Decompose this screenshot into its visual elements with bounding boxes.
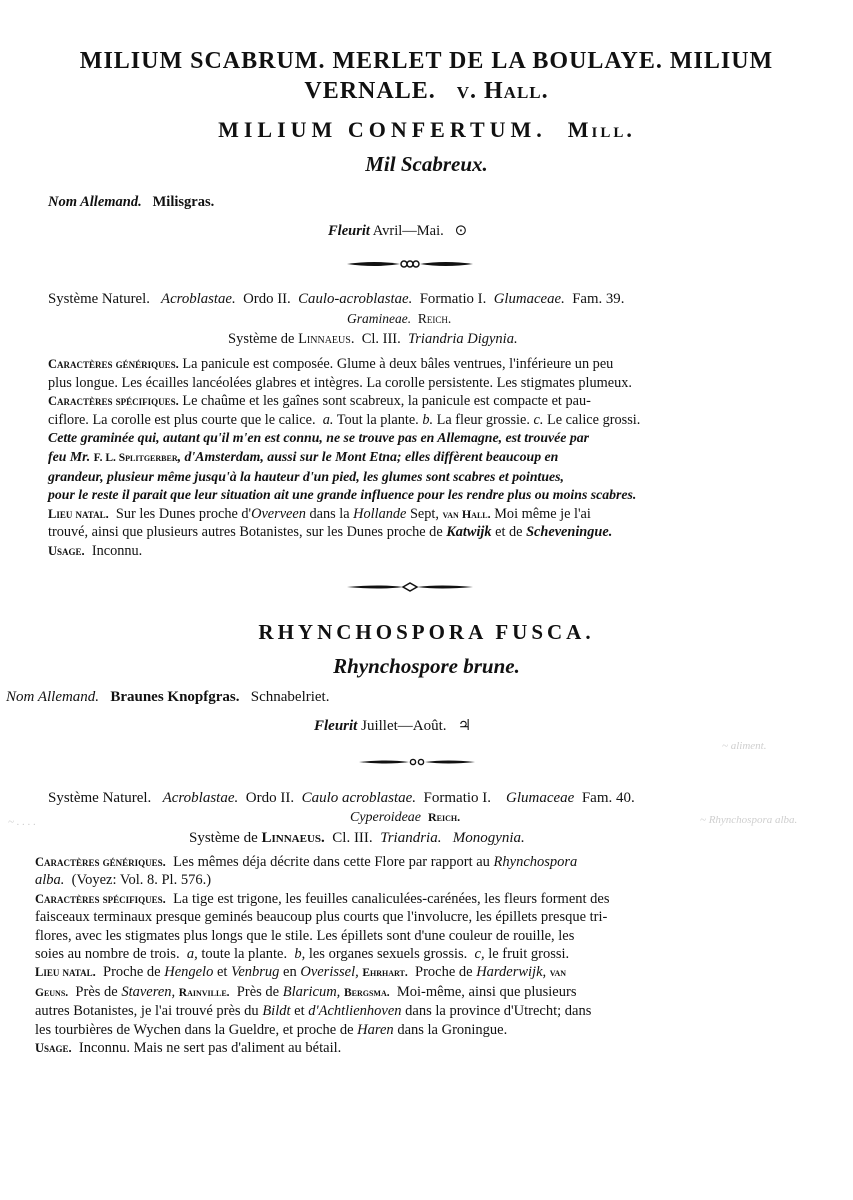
entry1-italic-line3: grandeur, plusieur même jusqu'à la hauteur d'un pied, les glumes sont scabres et pointues, — [48, 468, 564, 484]
jupiter-symbol-icon: ♃ — [457, 716, 472, 734]
entry2-fleurit: Fleurit Juillet—Août. ♃ — [314, 716, 472, 734]
entry2-systeme-naturel: Système Naturel. Acroblastae. Ordo II. Caulo acroblastae. Formatio I. Glumaceae Fam. 40. — [48, 790, 635, 806]
ornament-divider-2 — [345, 582, 475, 592]
entry2-usage-line: Usage. Inconnu. Mais ne sert pas d'aliment au bétail. — [35, 1040, 342, 1057]
entry1-italic-line1: Cette graminée qui, autant qu'il m'en est connu, ne se trouve pas en Allemagne, est trouvée par — [48, 430, 590, 446]
entry2-description — [35, 853, 818, 1057]
sun-symbol-icon: ⊙ — [454, 221, 468, 239]
entry2-lieu-line4: les tourbières de Wychen dans la Gueldre, et proche de Haren dans la Groningue. — [35, 1021, 508, 1038]
entry1-lieu-line1: Lieu natal. Sur les Dunes proche d'Overveen dans la Hollande Sept, van Hall. Moi même je l'ai — [48, 505, 591, 522]
entry2-spec-line1: Caractères spécifiques. La tige est trigone, les feuilles canaliculées-carénées, les fleurs forment des — [35, 890, 610, 907]
entry1-description — [48, 355, 818, 561]
entry2-title: RHYNCHOSPORA FUSCA. — [258, 620, 595, 644]
entry2-gen-line1: Caractères génériques. Les mêmes déja décrite dans cette Flore par rapport au Rhynchospora — [35, 854, 578, 870]
entry2-lieu-line1: Lieu natal. Proche de Hengelo et Venbrug en Overissel, Ehrhart. Proche de Harderwijk, van — [35, 964, 567, 981]
entry2-systeme-naturel-2: Cyperoideae Reich. — [350, 810, 461, 825]
entry1-systeme-linnaeus: Système de Linnaeus. Cl. III. Triandria Digynia. — [228, 331, 518, 347]
entry1-title-line3: MILIUM CONFERTUM. Mill. — [218, 117, 635, 142]
entry1-lieu-line2: trouvé, ainsi que plusieurs autres Botanistes, sur les Dunes proche de Katwijk et de Scheveningue. — [48, 524, 613, 541]
entry1-systeme-naturel: Système Naturel. Acroblastae. Ordo II. Caulo-acroblastae. Formatio I. Glumaceae. Fam. 39. — [48, 291, 625, 307]
ornament-divider-1 — [345, 259, 475, 269]
entry1-gen-line2: plus longue. Les écailles lancéolées glabres et intègres. La corolle persistente. Les stigmates plumeux. — [48, 374, 632, 391]
entry2-spec-line4: soies au nombre de trois. a, toute la plante. b, les organes sexuels grossis. c, le fruit grossi. — [35, 946, 570, 963]
bleed-through-text-1: ~ aliment. — [722, 740, 767, 752]
entry2-systeme-linnaeus: Système de Linnaeus. Cl. III. Triandria. Monogynia. — [189, 830, 525, 846]
entry1-subtitle: Mil Scabreux. — [365, 152, 488, 176]
entry1-fleurit: Fleurit Avril—Mai. ⊙ — [328, 221, 468, 239]
entry1-title-line1: MILIUM SCABRUM. MERLET DE LA BOULAYE. MILIUM — [79, 48, 774, 74]
entry1-spec-line2: ciflore. La corolle est plus courte que le calice. a. Tout la plante. b. La fleur grossie. c. Le calice grossi. — [48, 411, 641, 428]
entry1-nom-allemand: Nom Allemand. Milisgras. — [48, 194, 215, 210]
entry1-systeme-naturel-2: Gramineae. Reich. — [347, 311, 452, 326]
entry2-lieu-line2: Geuns. Près de Staveren, Rainville. Près de Blaricum, Bergsma. Moi-même, ainsi que plusieurs — [35, 983, 577, 1000]
entry2-nom-allemand: Nom Allemand. Braunes Knopfgras. Schnabelriet. — [6, 689, 330, 705]
entry1-gen-line1: Caractères génériques. La panicule est composée. Glume à deux bâles ventrues, l'inférieure un peu — [48, 356, 614, 372]
bleed-through-text-3: ~ . . . . — [8, 816, 36, 828]
entry2-subtitle: Rhynchospore brune. — [333, 654, 520, 678]
ornament-divider-3 — [357, 757, 477, 767]
entry2-lieu-line3: autres Botanistes, je l'ai trouvé près du Bildt et d'Achtlienhoven dans la province d'Utrecht; dans — [35, 1003, 592, 1020]
bleed-through-text-2: ~ Rhynchospora alba. — [700, 814, 798, 826]
entry1-italic-line2: feu Mr. F. L. Splitgerber, d'Amsterdam, aussi sur le Mont Etna; elles diffèrent beaucoup en — [48, 448, 559, 464]
entry1-spec-line1: Caractères spécifiques. Le chaûme et les gaînes sont scabreux, la panicule est compacte et pau- — [48, 393, 591, 410]
entry1-usage-line: Usage. Inconnu. — [48, 542, 143, 559]
entry2-spec-line3: flores, avec les stigmates plus longs que le stile. Les épillets sont d'une couleur de rouille, les — [35, 927, 575, 944]
entry1-italic-line4: pour le reste il parait que leur situation ait une grande influence pour les rendre plus ou moins scabres. — [48, 487, 637, 503]
entry1-title-line2: VERNALE. v. Hall. — [304, 78, 549, 104]
entry2-spec-line2: faisceaux terminaux presque geminés beaucoup plus courts que l'involucre, les épillets presque tri- — [35, 909, 608, 926]
entry2-gen-line2: alba. (Voyez: Vol. 8. Pl. 576.) — [35, 872, 212, 889]
